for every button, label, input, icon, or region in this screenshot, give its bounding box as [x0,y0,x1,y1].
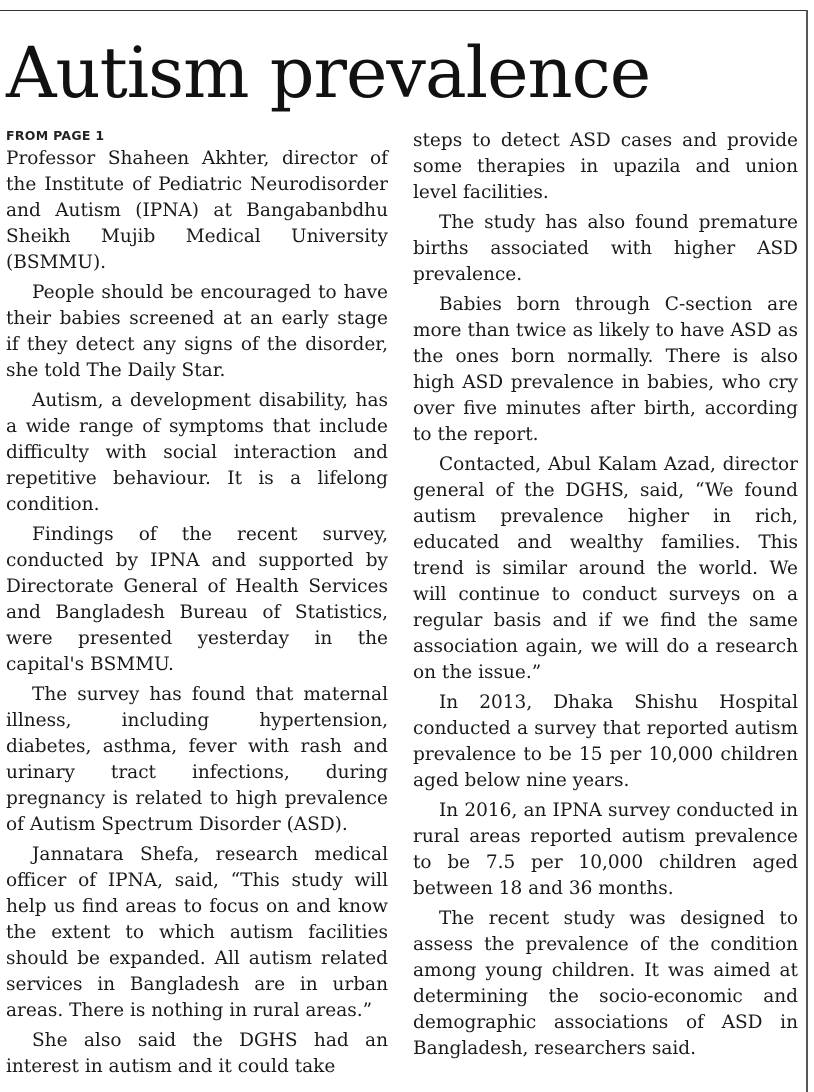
paragraph: Findings of the recent survey, conducted by IPNA and supported by Directorate General of Health Services and Bangladesh Bureau of Statistics, were presented yesterday in the capital's BSMMU. [6,524,388,675]
paragraph: Babies born through C-section are more than twice as likely to have ASD as the ones born normally. There is also high ASD prevalence in babies, who cry over five minutes after birth, according to the report. [413,294,798,445]
right-column [413,128,798,1066]
paragraph: Professor Shaheen Akhter, director of the Institute of Pediatric Neurodisorder and Autism (IPNA) at Bangabanbdhu Sheikh Mujib Medical University (BSMMU). [6,148,388,273]
paragraph: The survey has found that maternal illness, including hypertension, diabetes, asthma, fever with rash and urinary tract infections, during pregnancy is related to high prevalence of Autism Spectrum Disorder (ASD). [6,684,388,835]
paragraph: The study has also found premature births associated with higher ASD prevalence. [413,212,798,285]
column-rule [806,10,808,1092]
paragraph: She also said the DGHS had an interest in autism and it could take [6,1030,388,1077]
top-rule [0,10,806,11]
paragraph: Jannatara Shefa, research medical officer of IPNA, said, “This study will help us find areas to focus on and know the extent to which autism facilities should be expanded. All autism related services in Bangladesh are in urban areas. There is nothing in rural areas.” [6,844,388,1021]
paragraph: Contacted, Abul Kalam Azad, director general of the DGHS, said, “We found autism prevalence higher in rich, educated and wealthy families. This trend is similar around the world. We will continue to conduct surveys on a regular basis and if we find the same association again, we will do a research on the issue.” [413,454,798,683]
paragraph: The recent study was designed to assess the prevalence of the condition among young children. It was aimed at determining the socio-economic and demographic associations of ASD in Bangladesh, researchers said. [413,908,798,1059]
paragraph: Autism, a development disability, has a wide range of symptoms that include difficulty with social interaction and repetitive behaviour. It is a lifelong condition. [6,390,388,515]
kicker: FROM PAGE 1 [6,128,105,143]
paragraph: People should be encouraged to have their babies screened at an early stage if they detect any signs of the disorder, she told The Daily Star. [6,282,388,381]
paragraph: In 2013, Dhaka Shishu Hospital conducted a survey that reported autism prevalence to be 15 per 10,000 children aged below nine years. [413,692,798,791]
paragraph: steps to detect ASD cases and provide some therapies in upazila and union level facilities. [413,130,798,203]
left-column [6,126,388,1084]
paragraph: In 2016, an IPNA survey conducted in rural areas reported autism prevalence to be 7.5 per 10,000 children aged between 18 and 36 months. [413,800,798,899]
headline: Autism prevalence [6,32,651,114]
